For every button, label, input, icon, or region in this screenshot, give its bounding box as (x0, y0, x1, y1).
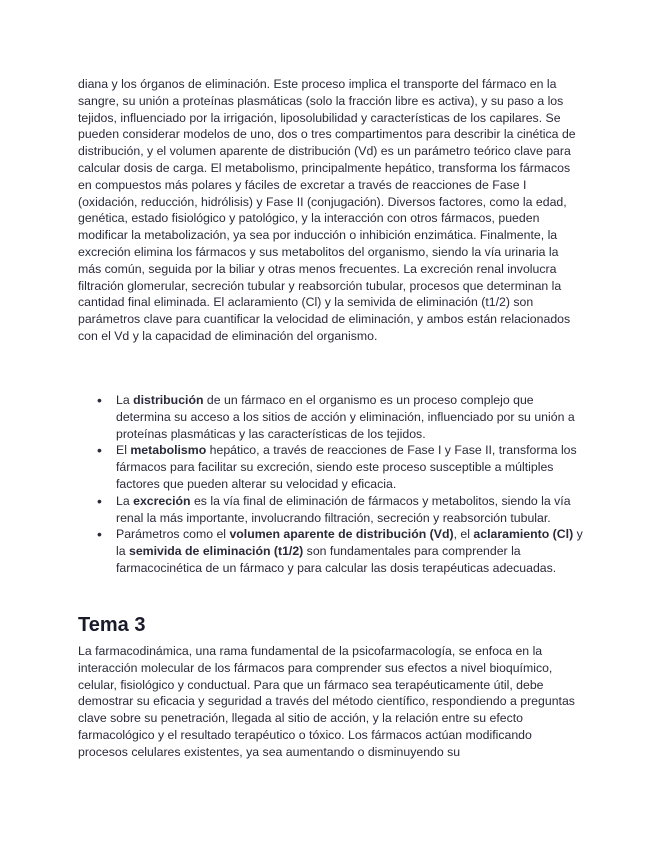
bullet-bold-term: excreción (133, 493, 191, 508)
bullet-bold-term: metabolismo (130, 443, 207, 458)
bullet-item-distribution (78, 392, 583, 442)
bullet-text: La (116, 393, 134, 407)
bullet-bold-term: semivida de eliminación (t1/2) (129, 544, 304, 559)
body-paragraph-pharmacokinetics: diana y los órganos de eliminación. Este proceso implica el transporte del fármaco en la sangre, su unión a proteínas plasmáticas (solo la fracción libre es activa), y su paso a los tejidos, influenciado por la irrigación, liposolubilidad y características de los capilares. Se pueden considerar modelos de uno, dos o tres compartimentos para describir la cinética de distribución, y el volumen aparente de distribución (Vd) es un parámetro teórico clave para calcular dosis de carga. El metabolismo, principalmente hepático, transforma los fármacos en compuestos más polares y fáciles de excretar a través de reacciones de Fase I (oxidación, reducción, hidrólisis) y Fase II (conjugación). Diversos factores, como la edad, genética, estado fisiológico y patológico, y la interacción con otros fármacos, pueden modificar la metabolización, ya sea por inducción o inhibición enzimática. Finalmente, la excreción elimina los fármacos y sus metabolitos del organismo, siendo la vía urinaria la más común, seguida por la biliar y otras menos frecuentes. La excreción renal involucra filtración glomerular, secreción tubular y reabsorción tubular, procesos que determinan la cantidad final eliminada. El aclaramiento (Cl) y la semivida de eliminación (t1/2) son parámetros clave para cuantificar la velocidad de eliminación, y ambos están relacionados con el Vd y la capacidad de eliminación del organismo. (78, 77, 576, 343)
bullet-item-excretion (78, 493, 583, 527)
body-paragraph-pharmacodynamics: La farmacodinámica, una rama fundamental de la psicofarmacología, se enfoca en la interacción molecular de los fármacos para comprender sus efectos a nivel bioquímico, celular, fisiológico y conductual. Para que un fármaco sea terapéuticamente útil, debe demostrar su eficacia y seguridad a través del método científico, respondiendo a preguntas clave sobre su penetración, llegada al sitio de acción, y la relación entre su efecto farmacológico y el resultado terapéutico o tóxico. Los fármacos actúan modificando procesos celulares existentes, ya sea aumentando o disminuyendo su (78, 644, 575, 759)
bullet-text: Parámetros como el (116, 527, 230, 542)
summary-bullet-list (78, 392, 583, 577)
section-heading: Tema 3 (78, 614, 146, 636)
bullet-item-parameters (78, 526, 583, 576)
bullet-text: y la (116, 527, 583, 559)
bullet-bold-term: aclaramiento (Cl) (473, 527, 574, 542)
bullet-text: hepático, a través de reacciones de Fase I y Fase II, transforma los fármacos para facilitar su excreción, siendo este proceso susceptible a múltiples factores que pueden alterar su velocidad y eficacia. (116, 443, 577, 491)
bullet-text: son fundamentales para comprender la farmacocinética de un fármaco y para calcular las dosis terapéuticas adecuadas. (116, 544, 557, 575)
bullet-bold-term: volumen aparente de distribución (Vd) (229, 527, 454, 542)
bullet-text: de un fármaco en el organismo es un proceso complejo que determina su acceso a los sitios de acción y eliminación, influenciado por su unión a proteínas plasmáticas y las características de los tejidos. (116, 393, 575, 441)
bullet-text: La (116, 493, 134, 508)
bullet-text: El (116, 443, 131, 458)
bullet-text: es la vía final de eliminación de fármacos y metabolitos, siendo la vía renal la más importante, involucrando filtración, secreción y reabsorción tubular. (116, 493, 571, 525)
bullet-bold-term: distribución (133, 393, 204, 407)
bullet-text: , el (453, 527, 474, 542)
bullet-item-metabolism (78, 442, 583, 492)
